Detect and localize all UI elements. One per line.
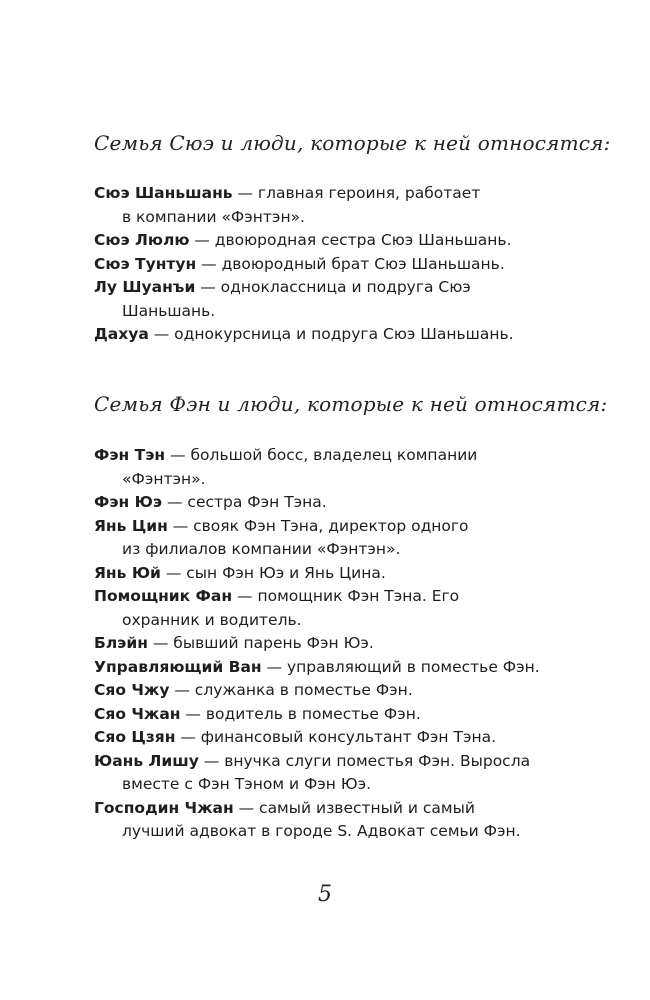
list-item: [94, 323, 564, 347]
list-item: [94, 656, 564, 680]
character-description: — финансовый консультант Фэн Тэна.: [175, 728, 497, 746]
list-item: [94, 229, 564, 253]
character-name: Янь Юй: [94, 563, 161, 582]
character-list-feng-family: [94, 444, 564, 844]
character-description: — главная героиня, работает в компании «Фэнтэн».: [122, 184, 481, 226]
character-name: Блэйн: [94, 634, 148, 652]
character-name: Сюэ Шаньшань: [94, 184, 233, 202]
character-description: — помощник Фэн Тэна. Его охранник и водитель.: [122, 587, 460, 629]
character-description: — сын Фэн Юэ и Янь Цина.: [160, 563, 386, 582]
section-heading-xue-family: Семья Сюэ и люди, которые к ней относятся:: [94, 131, 611, 155]
character-name: Юань Лишу: [94, 751, 199, 770]
list-item: [94, 253, 564, 277]
character-description: — внучка слуги поместья Фэн. Выросла вместе с Фэн Тэном и Фэн Юэ.: [122, 751, 531, 793]
page-number: 5: [318, 882, 332, 907]
character-description: — большой босс, владелец компании «Фэнтэн».: [122, 446, 478, 488]
list-item: [94, 632, 564, 656]
list-item: [94, 182, 564, 229]
character-name: Дахуа: [94, 325, 149, 343]
list-item: [94, 679, 564, 703]
list-item: [94, 703, 564, 727]
character-name: Лу Шуанъи: [94, 278, 196, 296]
character-name: Помощник Фан: [94, 587, 233, 605]
character-description: — свояк Фэн Тэна, директор одного из филиалов компании «Фэнтэн».: [122, 516, 469, 558]
character-description: — самый известный и самый лучший адвокат в городе S. Адвокат семьи Фэн.: [122, 798, 521, 840]
list-item: [94, 726, 564, 750]
character-name: Управляющий Ван: [94, 657, 262, 676]
character-name: Сяо Чжу: [94, 681, 170, 699]
list-item: [94, 585, 564, 632]
list-item: [94, 444, 564, 491]
character-name: Фэн Юэ: [94, 493, 163, 511]
list-item: [94, 491, 564, 515]
character-description: — сестра Фэн Тэна.: [162, 493, 327, 511]
character-description: — одноклассница и подруга Сюэ Шаньшань.: [122, 278, 471, 320]
character-description: — однокурсница и подруга Сюэ Шаньшань.: [148, 325, 514, 343]
character-name: Сяо Чжан: [94, 704, 181, 723]
character-name: Сюэ Тунтун: [94, 254, 197, 273]
character-description: — водитель в поместье Фэн.: [180, 704, 421, 723]
character-description: — управляющий в поместье Фэн.: [261, 657, 540, 676]
character-name: Господин Чжан: [94, 798, 234, 817]
list-item: [94, 276, 564, 323]
section-heading-feng-family: Семья Фэн и люди, которые к ней относятся:: [94, 392, 608, 416]
list-item: [94, 750, 564, 797]
character-description: — бывший парень Фэн Юэ.: [147, 634, 374, 652]
list-item: [94, 515, 564, 562]
character-name: Сюэ Люлю: [94, 231, 190, 249]
character-description: — двоюродная сестра Сюэ Шаньшань.: [189, 231, 512, 249]
character-name: Янь Цин: [94, 516, 168, 535]
list-item: [94, 797, 564, 844]
character-name: Сяо Цзян: [94, 728, 176, 746]
character-name: Фэн Тэн: [94, 446, 166, 464]
list-item: [94, 562, 564, 586]
character-description: — служанка в поместье Фэн.: [169, 681, 413, 699]
character-list-xue-family: [94, 182, 564, 347]
character-description: — двоюродный брат Сюэ Шаньшань.: [196, 254, 505, 273]
